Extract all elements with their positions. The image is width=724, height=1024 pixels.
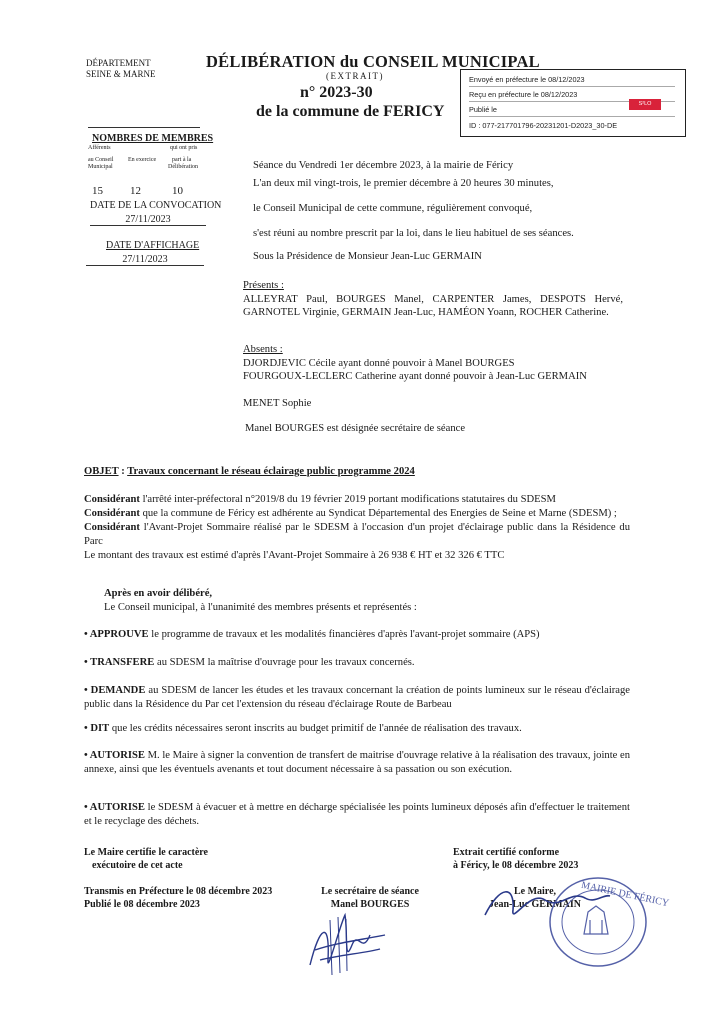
stamp-envoye: Envoyé en préfecture le 08/12/2023 <box>469 75 585 84</box>
seance-line-2: L'an deux mil vingt-trois, le premier décembre à 20 heures 30 minutes, <box>253 178 554 189</box>
conseil-unanimite: Le Conseil municipal, à l'unanimité des membres présents et représentés : <box>104 602 417 613</box>
montant: Le montant des travaux est estimé d'après l'Avant-Projet Sommaire à 26 938 € HT et 32 326 € TTC <box>84 550 505 561</box>
seance-line-1: Séance du Vendredi 1er décembre 2023, à la mairie de Féricy <box>253 160 514 171</box>
presents-list: ALLEYRAT Paul, BOURGES Manel, CARPENTER James, DESPOTS Hervé, GARNOTEL Virginie, GERMAIN Jean-Luc, HAMÉON Yoann, ROCHER Catherine. <box>243 294 623 318</box>
stamp-badge-logo: S²LO <box>629 99 661 110</box>
affichage-label: DATE D'AFFICHAGE <box>106 240 200 251</box>
considerants <box>84 493 630 563</box>
secretaire-signature-block: Le secrétaire de séance Manel BOURGES <box>321 886 419 910</box>
seal-text: MAIRIE DE FÉRICY <box>580 879 670 910</box>
members-top-rule <box>88 127 200 128</box>
decision-transfere: • TRANSFERE au SDESM la maîtrise d'ouvrage pour les travaux concernés. <box>84 657 415 668</box>
considerant-2: Considérant que la commune de Féricy est adhérente au Syndicat Départemental des Energies de Seine et Marne (SDESM) ; <box>84 508 617 519</box>
decision-dit: • DIT que les crédits nécessaires seront inscrits au budget primitif de l'année de réalisation des travaux. <box>84 723 522 734</box>
extrait-label: (EXTRAIT) <box>326 71 384 81</box>
absent-line-3: MENET Sophie <box>243 398 312 409</box>
stamp-recu: Reçu en préfecture le 08/12/2023 <box>469 90 578 99</box>
considerant-3: Considérant l'Avant-Projet Sommaire réalisé par le SDESM à l'occasion d'un projet d'éclairage public dans la Résidence du Parc <box>84 522 630 547</box>
count-votants: 10 <box>172 185 183 197</box>
members-columns: Afférents au Conseil Municipal En exercice qui ont pris part à la Délibération <box>88 145 198 170</box>
commune-name: de la commune de FERICY <box>256 103 445 120</box>
secretaire-handwritten-signature <box>300 905 390 980</box>
absent-line-1: DJORDJEVIC Cécile ayant donné pouvoir à Manel BOURGES <box>243 358 515 369</box>
secretaire-designation: Manel BOURGES est désignée secrétaire de séance <box>245 423 466 434</box>
count-afferents: 15 <box>92 185 103 197</box>
seance-line-4: s'est réuni au nombre prescrit par la loi, dans le lieu habituel de ses séances. <box>253 228 574 239</box>
convocation-date: 27/11/2023 <box>90 214 206 226</box>
members-heading: NOMBRES DE MEMBRES <box>92 133 214 144</box>
affichage-date: 27/11/2023 <box>86 254 204 266</box>
maire-signature-block: Le Maire, Jean-Luc GERMAIN <box>489 886 581 910</box>
document-title: DÉLIBÉRATION du CONSEIL MUNICIPAL <box>206 52 540 71</box>
extrait-certifie: Extrait certifié conforme à Féricy, le 08 décembre 2023 <box>453 847 579 871</box>
department-label: DÉPARTEMENT SEINE & MARNE <box>86 58 156 79</box>
seance-line-3: le Conseil Municipal de cette commune, régulièrement convoqué, <box>253 203 533 214</box>
absents-label: Absents : <box>243 344 283 355</box>
presents-label: Présents : <box>243 280 284 291</box>
convocation-label: DATE DE LA CONVOCATION <box>90 200 222 211</box>
considerant-1: Considérant l'arrêté inter-préfectoral n°2019/8 du 19 février 2019 portant modifications statutaires du SDESM <box>84 494 556 505</box>
count-exercice: 12 <box>130 185 141 197</box>
maire-handwritten-signature <box>475 880 615 930</box>
objet: OBJET : Travaux concernant le réseau éclairage public programme 2024 <box>84 466 415 477</box>
stamp-id: ID : 077-217701796-20231201-D2023_30-DE <box>469 121 618 130</box>
absent-line-2: FOURGOUX-LECLERC Catherine ayant donné pouvoir à Jean-Luc GERMAIN <box>243 371 587 382</box>
decision-approuve: • APPROUVE le programme de travaux et les modalités financières d'après l'avant-projet sommaire (APS) <box>84 629 540 640</box>
decision-demande: • DEMANDE au SDESM de lancer les études et les travaux concernant la création de points lumineux sur le réseau d'éclairage public dans la Résidence du Par cet l'extension du réseau d'éclairage Route de Barbeau <box>84 685 630 710</box>
decision-autorise-maire: • AUTORISE M. le Maire à signer la convention de transfert de maitrise d'ouvrage relative à la réalisation des travaux, jointe en annexe, ainsi que les éventuels avenants et tout document nécessaire à sa passation ou son exécution. <box>84 750 631 775</box>
transmis-publie: Transmis en Préfecture le 08 décembre 2023 Publié le 08 décembre 2023 <box>84 886 273 910</box>
apres-deliberation: Après en avoir délibéré, <box>104 588 213 599</box>
seance-line-5: Sous la Présidence de Monsieur Jean-Luc GERMAIN <box>253 251 482 262</box>
decision-autorise-sdesm: • AUTORISE le SDESM à évacuer et à mettre en décharge spécialisée les points lumineux déposés afin d'effectuer le traitement et le recyclage des déchets. <box>84 802 630 827</box>
deliberation-number: n° 2023-30 <box>300 84 373 101</box>
stamp-publie: Publié le <box>469 105 497 114</box>
maire-certifie: Le Maire certifie le caractère exécutoire de cet acte <box>84 847 208 871</box>
prefecture-stamp <box>460 69 686 137</box>
